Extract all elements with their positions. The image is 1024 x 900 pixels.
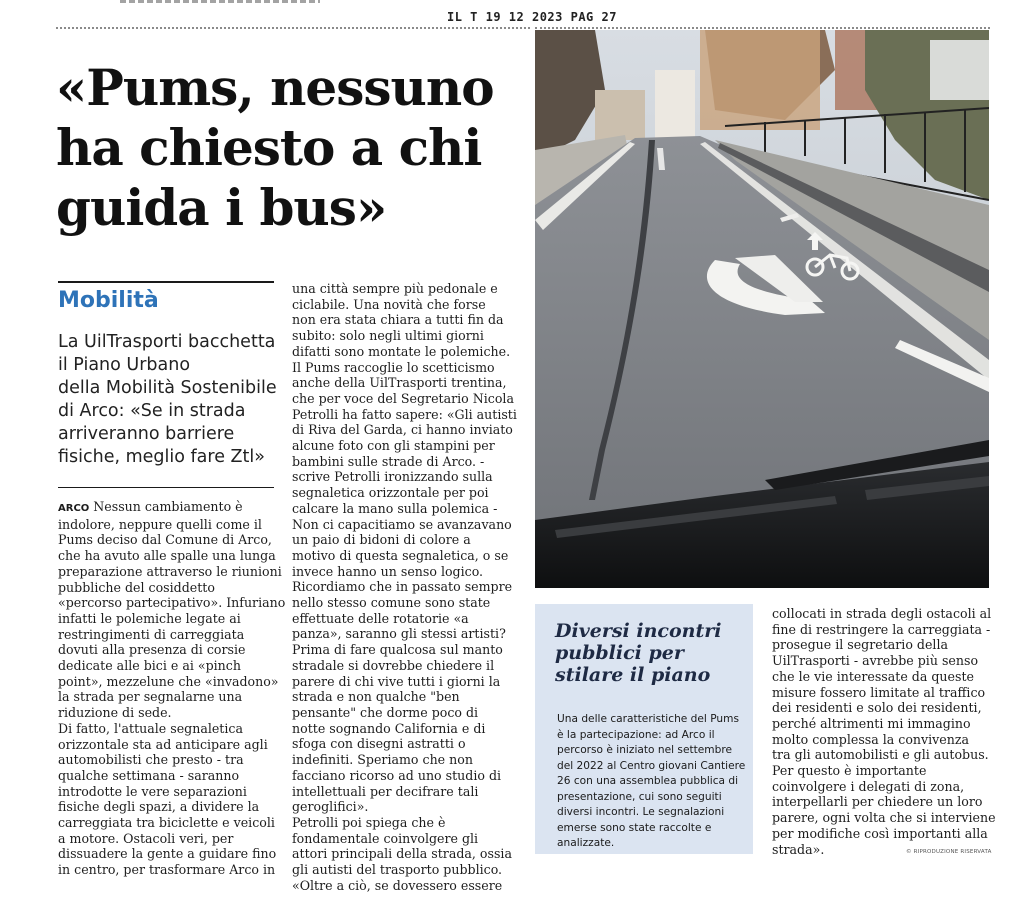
- headline-line: guida i bus»: [56, 178, 387, 237]
- body-line: preparazione attraverso le riunioni: [58, 563, 282, 579]
- dateline: ARCO: [58, 503, 90, 514]
- body-line: una città sempre più pedonale e: [292, 281, 498, 296]
- headline-line: «Pums, nessuno: [56, 58, 494, 117]
- body-line: motivo di questa segnaletica, o se: [292, 547, 509, 563]
- body-line: dedicate alle bici e ai «pinch: [58, 658, 241, 674]
- body-line: che le vie interessate da queste: [772, 668, 974, 684]
- body-line: sfoga con disegni astratti o: [292, 736, 466, 752]
- body-line: Petrolli poi spiega che è: [292, 814, 446, 830]
- column-1-text: [58, 499, 278, 517]
- body-line: invece hanno un senso logico.: [292, 563, 484, 579]
- body-line: analizzate.: [557, 837, 615, 849]
- body-line: fondamentale coinvolgere gli: [292, 830, 479, 846]
- body-line: dei residenti e solo dei residenti,: [772, 700, 982, 716]
- subhead-rule: [58, 487, 274, 488]
- subhead-line: arriveranno barriere: [58, 424, 235, 444]
- body-line: 26 con una assemblea pubblica di: [557, 775, 739, 787]
- headline-line: ha chiesto a chi: [56, 118, 482, 177]
- body-line: effettuate delle rotatorie «a: [292, 610, 469, 626]
- body-line: riduzione di sede.: [58, 705, 172, 721]
- body-line: Di fatto, l'attuale segnaletica: [58, 720, 243, 736]
- body-line: un paio di bidoni di colore a: [292, 532, 471, 548]
- body-line: ARCO Nessun cambiamento è: [58, 499, 243, 514]
- body-line: Il Pums raccoglie lo scetticismo: [292, 359, 495, 375]
- body-line: percorso è iniziato nel settembre: [557, 744, 732, 756]
- section-label: Mobilità: [58, 288, 159, 313]
- body-line: che per voce del Segretario Nicola: [292, 390, 514, 406]
- body-line: strada».: [772, 841, 825, 857]
- body-line: a motore. Ostacoli veri, per: [58, 830, 234, 846]
- body-line: coinvolgere i delegati di zona,: [772, 778, 965, 794]
- body-line: tra gli automobilisti e gli autobus.: [772, 747, 989, 763]
- subhead-line: La UilTrasporti bacchetta: [58, 332, 276, 352]
- body-line: point», mezzelune che «invadono»: [58, 673, 279, 689]
- body-line: restringimenti di carreggiata: [58, 626, 245, 642]
- body-line: infatti le polemiche legate ai: [58, 610, 241, 626]
- body-line: presentazione, cui sono seguiti: [557, 790, 722, 803]
- box-title-line: stilare il piano: [555, 664, 711, 686]
- body-line: geroglifici».: [292, 799, 369, 815]
- column-3-lines: [772, 606, 996, 857]
- body-line: strada e non qualche "ben: [292, 689, 460, 705]
- body-line: non era stata chiara a tutti fin da: [292, 312, 504, 328]
- subhead-line: della Mobilità Sostenibile: [58, 378, 277, 398]
- body-line: dissuadere la gente a guidare fino: [58, 846, 277, 862]
- road-photo: [535, 30, 989, 588]
- article-subhead: [58, 331, 278, 469]
- body-line: prosegue il segretario della: [772, 637, 948, 653]
- body-line: nello stesso comune sono state: [292, 595, 491, 611]
- body-line: stradale si dovrebbe chiedere il: [292, 657, 495, 673]
- body-line: Prima di fare qualcosa sul manto: [292, 642, 503, 658]
- body-line: indefiniti. Speriamo che non: [292, 752, 473, 768]
- body-line: interpellarli per chiedere un loro: [772, 794, 983, 810]
- body-line: panza», saranno gli stessi artisti?: [292, 626, 506, 642]
- body-line: misure fossero limitate al traffico: [772, 684, 986, 700]
- box-body: [557, 712, 747, 852]
- body-line: ciclabile. Una novità che forse: [292, 296, 486, 312]
- subhead-line: fisiche, meglio fare Ztl»: [58, 447, 265, 467]
- box-title: [555, 620, 745, 686]
- body-line: diversi incontri. Le segnalazioni: [557, 806, 725, 818]
- body-line: di Riva del Garda, ci hanno inviato: [292, 422, 513, 438]
- cropped-previous-header: [120, 0, 320, 6]
- column-1-lines: [58, 516, 286, 878]
- body-line: «Oltre a ciò, se dovessero essere: [292, 877, 503, 893]
- article-column-3: [772, 606, 996, 857]
- body-line: notte sognando California e di: [292, 720, 486, 736]
- body-line: parere, ogni volta che si interviene: [772, 810, 996, 826]
- subhead-line: di Arco: «Se in strada: [58, 401, 246, 421]
- body-line: del 2022 al Centro giovani Cantiere: [557, 759, 746, 772]
- body-line: Una delle caratteristiche del Pums: [557, 713, 739, 725]
- body-line: che ha avuto alle spalle una lunga: [58, 548, 276, 564]
- copyright-note: © RIPRODUZIONE RISERVATA: [906, 849, 992, 855]
- body-line: difatti sono montate le polemiche.: [292, 343, 511, 359]
- body-line: emerse sono state raccolte e: [557, 821, 712, 834]
- body-line: scrive Petrolli ironizzando sulla: [292, 469, 493, 485]
- article-column-2: [292, 281, 522, 893]
- body-line: è la partecipazione: ad Arco il: [557, 728, 715, 741]
- body-line: molto complessa la convivenza: [772, 731, 970, 747]
- body-line: alcune foto con gli stampini per: [292, 438, 495, 454]
- body-line: Non ci capacitiamo se avanzavano: [292, 516, 512, 532]
- body-line: fisiche degli spazi, a dividere la: [58, 799, 260, 815]
- header-dotted-rule-left: [56, 27, 530, 29]
- body-line: «percorso partecipativo». Infuriano: [58, 595, 286, 611]
- body-line: carreggiata tra biciclette e veicoli: [58, 815, 275, 831]
- header-dotted-rule-right: [535, 27, 990, 29]
- body-line: in centro, per trasformare Arco in: [58, 862, 276, 878]
- body-line: indolore, neppure quelli come il: [58, 516, 262, 532]
- body-line: pubbliche del cosiddetto: [58, 579, 215, 595]
- body-line: perché altrimenti mi immagino: [772, 715, 971, 731]
- article-headline: [56, 58, 536, 238]
- body-line: attori principali della strada, ossia: [292, 846, 512, 862]
- body-line: parere di chi vive tutti i giorni la: [292, 673, 501, 689]
- body-line: subito: solo negli ultimi giorni: [292, 328, 484, 344]
- body-line: introdotte le vere separazioni: [58, 783, 247, 799]
- body-line: fine di restringere la carreggiata -: [772, 621, 991, 637]
- body-line: pensante" che dorme poco di: [292, 704, 479, 720]
- body-line: automobilisti che presto - tra: [58, 752, 244, 768]
- road-with-bike-lane-marking-image: [535, 30, 989, 588]
- column-2-lines: [292, 281, 522, 893]
- body-line: Ricordiamo che in passato sempre: [292, 579, 513, 595]
- body-line: facciano ricorso ad uno studio di: [292, 767, 502, 783]
- body-line: dovuti alla presenza di corsie: [58, 642, 246, 658]
- body-line: collocati in strada degli ostacoli al: [772, 606, 992, 621]
- section-rule: [58, 281, 274, 283]
- body-line: la strada per segnalarne una: [58, 689, 243, 705]
- body-line: calcare la mano sulla polemica -: [292, 500, 498, 516]
- body-line: segnaletica orizzontale per poi: [292, 485, 489, 501]
- body-line: bambini sulle strade di Arco. -: [292, 453, 485, 469]
- body-line: orizzontale sta ad anticipare agli: [58, 736, 268, 752]
- body-line: qualche settimana - saranno: [58, 767, 240, 783]
- body-line: anche della UilTrasporti trentina,: [292, 375, 507, 391]
- page-header: IL T 19 12 2023 PAG 27: [447, 10, 617, 24]
- article-column-1: [58, 499, 286, 878]
- body-line: gli autisti del trasporto pubblico.: [292, 862, 503, 878]
- body-line: intellettuali per decifrare tali: [292, 783, 479, 799]
- box-title-line: pubblici per: [555, 642, 684, 664]
- body-line: Petrolli ha fatto sapere: «Gli autisti: [292, 406, 517, 422]
- box-title-line: Diversi incontri: [555, 620, 722, 642]
- body-line: Pums deciso dal Comune di Arco,: [58, 532, 272, 548]
- body-line: per modifiche così importanti alla: [772, 825, 988, 841]
- sidebar-box: [535, 604, 753, 854]
- body-line: Per questo è importante: [772, 763, 927, 779]
- subhead-line: il Piano Urbano: [58, 355, 191, 375]
- body-line: UilTrasporti - avrebbe più senso: [772, 653, 979, 669]
